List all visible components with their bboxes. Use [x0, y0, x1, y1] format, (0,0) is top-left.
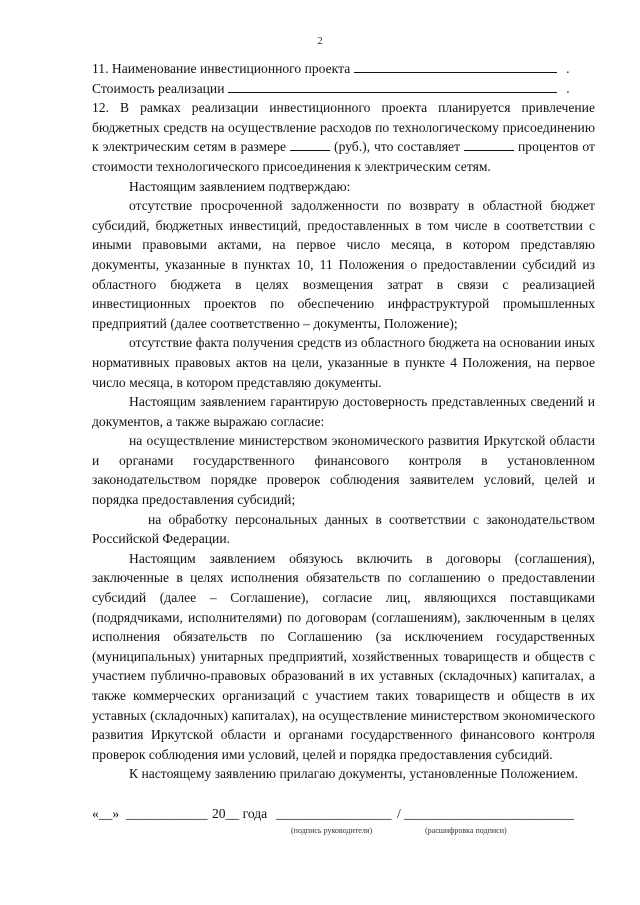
confirm-intro: Настоящим заявлением подтверждаю:	[129, 178, 351, 194]
project-name-field[interactable]	[354, 59, 557, 73]
guarantee-item-1: на осуществление министерством экономического развития Иркутской области и органами государственного финансового контроля в установленном законодательством порядке проверок соблюдения заявителем условий, целей и порядка предоставления субсидий;	[92, 433, 595, 508]
cost-label: Стоимость реализации	[92, 80, 225, 96]
guarantee-item-2: на обработку персональных данных в соответствии с законодательством Российской Федерации.	[92, 511, 595, 547]
percent-field[interactable]	[464, 137, 514, 151]
signature-caption: (подпись руководителя)	[291, 826, 373, 835]
attachment-paragraph: К настоящему заявлению прилагаю документы, установленные Положением.	[129, 766, 579, 782]
page-number: 2	[317, 35, 323, 47]
item-11-project-name: 11. Наименование инвестиционного проекта .	[92, 61, 570, 76]
name-decode-caption: (расшифровка подписи)	[425, 826, 507, 835]
item-11-label: 11. Наименование инвестиционного проекта	[92, 61, 351, 76]
name-decode-field[interactable]: _________________________	[404, 806, 574, 821]
item-11-cost: Стоимость реализации .	[92, 80, 570, 96]
cost-field[interactable]	[228, 79, 557, 93]
confirm-item-2: отсутствие факта получения средств из областного бюджета на основании иных нормативных правовых актов на цели, указанные в пункте 4 Положения, на первое число месяца, в котором представляю документы.	[92, 335, 595, 390]
amount-field[interactable]	[290, 137, 330, 151]
item-12: 12. В рамках реализации инвестиционного проекта планируется привлечение бюджетных средств на осуществление расходов по технологическому присоединению к электрическим сетям в размере (руб.), что составляет процентов от стоимости технологического присоединения к электрическим сетям.	[92, 100, 595, 174]
guarantee-intro: Настоящим заявлением гарантирую достоверность представленных сведений и документов, а также выражаю согласие:	[92, 394, 595, 429]
date-day-field[interactable]: «__»	[92, 806, 120, 821]
document-body	[92, 59, 595, 784]
signature-field[interactable]: _________________	[276, 806, 392, 821]
obligation-paragraph: Настоящим заявлением обязуюсь включить в договоры (соглашения), заключенные в целях исполнения обязательств по соглашению о предоставлении субсидий (далее – Соглашение), согласие лиц, являющихся поставщиками (подрядчиками, исполнителями) по договорам (соглашениям), заключенным в целях исполнения обязательств по Соглашению (за исключением государственных (муниципальных) унитарных предприятий, хозяйственных товариществ и обществ с участием публично-правовых образований в их уставных (складочных) капиталах, а также коммерческих организаций с участием таких товариществ и обществ в их уставных (складочных) капиталах), на осуществление министерством экономического развития Иркутской области и органами государственного финансового контроля проверок соблюдения ими условий, целей и порядка предоставления субсидий.	[92, 550, 595, 762]
date-year[interactable]: 20__ года	[212, 806, 268, 821]
slash-separator: /	[397, 806, 401, 821]
date-month-field[interactable]: ____________	[126, 806, 208, 821]
confirm-item-1: отсутствие просроченной задолженности по возврату в областной бюджет субсидий, бюджетных инвестиций, предоставленных в том числе в соответствии с иными правовыми актами, на первое число месяца, в котором представляю документы, указанные в пунктах 10, 11 Положения о предоставлении субсидий из областного бюджета в целях возмещения затрат в связи с реализацией инвестиционных проектов по обеспечению инфраструктурой промышленных предприятий (далее соответственно – документы, Положение);	[92, 198, 595, 331]
